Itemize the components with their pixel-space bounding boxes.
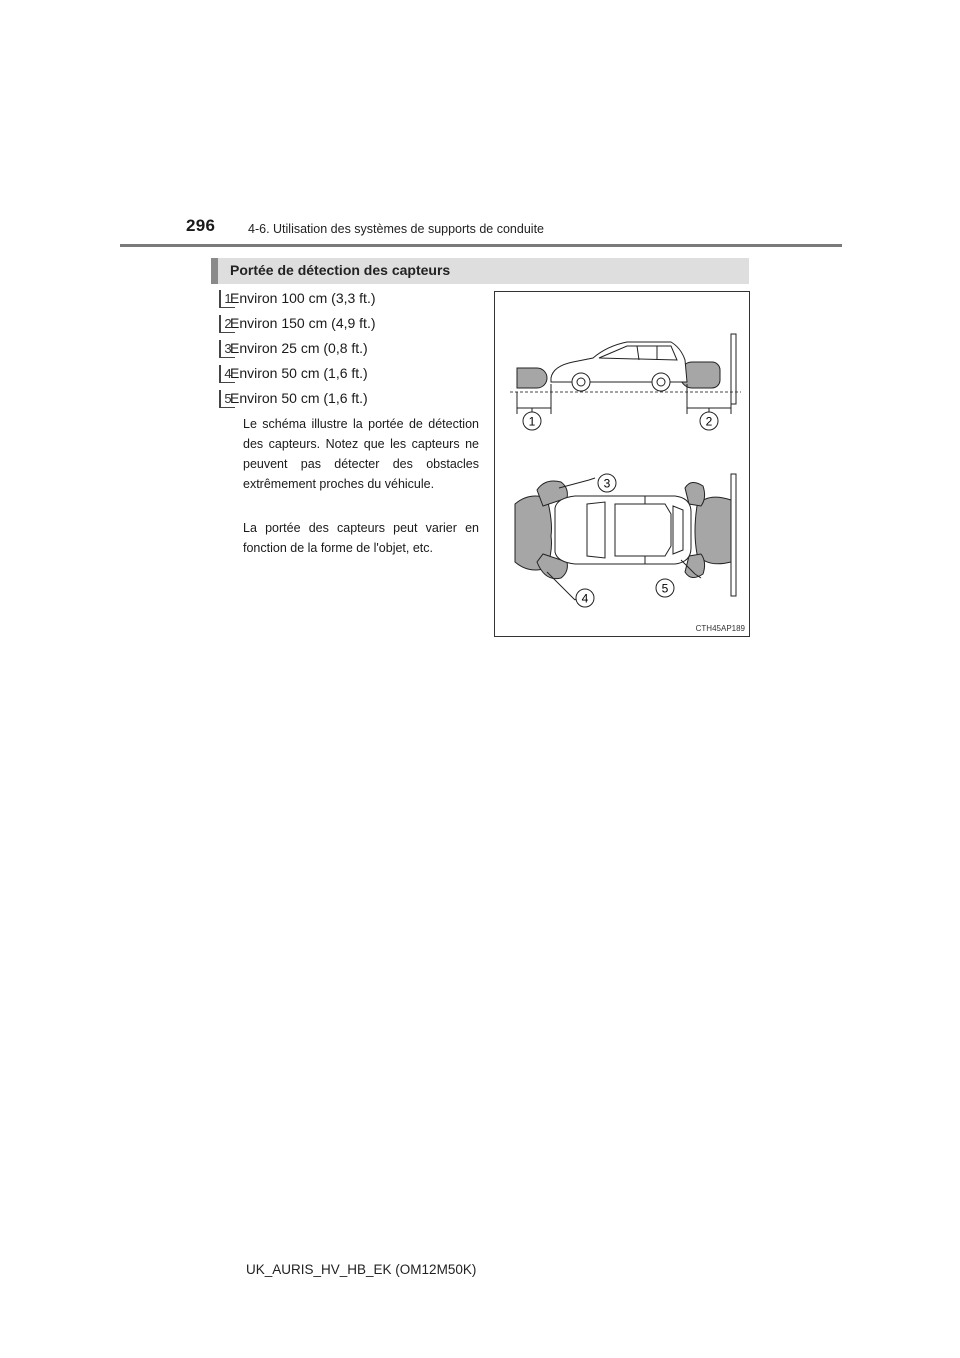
footer-doc-id: UK_AURIS_HV_HB_EK (OM12M50K) <box>246 1262 477 1277</box>
page-number: 296 <box>186 216 216 235</box>
callouts-side <box>523 412 718 430</box>
running-head: 4-6. Utilisation des systèmes de supports de conduite <box>248 222 544 236</box>
item-text: Environ 150 cm (4,9 ft.) <box>230 315 376 331</box>
paragraph-shape-note: La portée des capteurs peut varier en fonction de la forme de l'objet, etc. <box>243 521 479 555</box>
front-wheel <box>572 373 590 391</box>
range-list <box>219 290 489 415</box>
item-text: Environ 50 cm (1,6 ft.) <box>230 390 368 406</box>
leader <box>589 478 595 480</box>
callout-label: 3 <box>603 476 611 491</box>
list-item <box>219 340 489 365</box>
sensor-range-illustration <box>495 292 749 636</box>
rear-wall-top <box>731 474 736 596</box>
item-text: Environ 25 cm (0,8 ft.) <box>230 340 368 356</box>
item-number: 3 <box>219 340 235 358</box>
callout-label: 5 <box>661 581 669 596</box>
side-view <box>510 334 741 414</box>
item-number: 2 <box>219 315 235 333</box>
item-text: Environ 50 cm (1,6 ft.) <box>230 365 368 381</box>
callout-label: 1 <box>528 414 536 429</box>
section-heading-bar <box>211 258 749 284</box>
item-number: 1 <box>219 290 235 308</box>
paragraph-detection-note: Le schéma illustre la portée de détection des capteurs. Notez que les capteurs ne peuvent pas détecter des obstacles extrêmement proches du véhicule. <box>243 417 479 491</box>
rear-wheel <box>652 373 670 391</box>
item-number: 5 <box>219 390 235 408</box>
callout-label: 2 <box>705 414 713 429</box>
list-item <box>219 290 489 315</box>
list-item <box>219 390 489 415</box>
header-rule <box>120 244 842 247</box>
rear-wall-side <box>731 334 736 404</box>
item-number: 4 <box>219 365 235 383</box>
callout-label: 4 <box>581 591 589 606</box>
top-view <box>515 474 736 600</box>
sensor-range-figure <box>494 291 750 637</box>
figure-id: CTH45AP189 <box>695 624 745 633</box>
section-title: Portée de détection des capteurs <box>230 262 451 278</box>
list-item <box>219 365 489 390</box>
item-text: Environ 100 cm (3,3 ft.) <box>230 290 376 306</box>
front-detection-lobe <box>517 368 547 388</box>
list-item <box>219 315 489 340</box>
